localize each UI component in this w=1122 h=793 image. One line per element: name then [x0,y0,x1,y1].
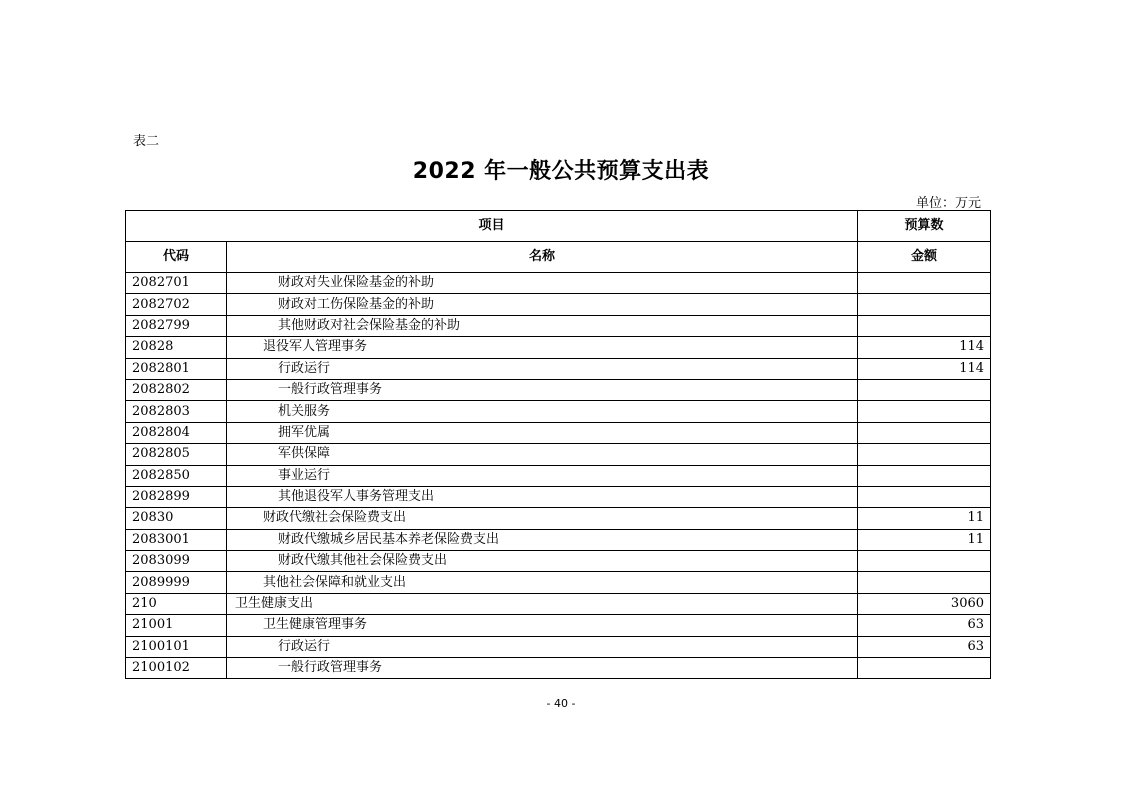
table-row [126,273,991,294]
row-amount [858,658,991,679]
table-row [126,593,991,614]
table-row [126,422,991,443]
table-body [126,273,991,679]
row-amount [858,273,991,294]
row-name: 机关服务 [227,401,858,422]
row-name: 财政对工伤保险基金的补助 [227,294,858,315]
row-code: 21001 [126,615,227,636]
row-amount [858,422,991,443]
row-code: 210 [126,593,227,614]
row-amount [858,551,991,572]
table-row [126,572,991,593]
row-amount: 11 [858,508,991,529]
table-row [126,486,991,507]
row-name: 其他财政对社会保险基金的补助 [227,315,858,336]
table-row [126,315,991,336]
row-name: 一般行政管理事务 [227,379,858,400]
row-amount [858,465,991,486]
row-amount: 114 [858,337,991,358]
row-name: 一般行政管理事务 [227,658,858,679]
row-name: 财政代缴社会保险费支出 [227,508,858,529]
row-code: 2082899 [126,486,227,507]
row-name: 卫生健康管理事务 [227,615,858,636]
header-code: 代码 [126,242,227,273]
row-code: 2082805 [126,444,227,465]
row-code: 2082802 [126,379,227,400]
budget-table [125,210,991,679]
row-code: 2100101 [126,636,227,657]
header-name: 名称 [227,242,858,273]
table-row [126,615,991,636]
row-name: 行政运行 [227,358,858,379]
row-code: 2082801 [126,358,227,379]
table-row [126,551,991,572]
row-name: 财政代缴城乡居民基本养老保险费支出 [227,529,858,550]
table-row [126,508,991,529]
row-amount: 11 [858,529,991,550]
row-amount: 63 [858,615,991,636]
row-amount: 114 [858,358,991,379]
row-amount [858,401,991,422]
table-row [126,465,991,486]
row-code: 2083099 [126,551,227,572]
row-name: 其他退役军人事务管理支出 [227,486,858,507]
row-amount: 3060 [858,593,991,614]
row-name: 退役军人管理事务 [227,337,858,358]
table-row [126,401,991,422]
row-code: 2100102 [126,658,227,679]
table-row [126,358,991,379]
row-name: 财政代缴其他社会保险费支出 [227,551,858,572]
table-row [126,337,991,358]
table-row [126,529,991,550]
row-amount [858,444,991,465]
row-name: 行政运行 [227,636,858,657]
header-row-1 [126,211,991,242]
row-amount [858,315,991,336]
row-code: 2082803 [126,401,227,422]
row-code: 2082804 [126,422,227,443]
row-name: 财政对失业保险基金的补助 [227,273,858,294]
row-code: 2082702 [126,294,227,315]
row-name: 事业运行 [227,465,858,486]
table-row [126,658,991,679]
row-amount [858,294,991,315]
row-code: 2082701 [126,273,227,294]
row-amount [858,572,991,593]
table-row [126,294,991,315]
table-row [126,444,991,465]
table-label: 表二 [133,134,160,149]
row-name: 卫生健康支出 [227,593,858,614]
header-row-2 [126,242,991,273]
page-number: - 40 - [546,697,576,710]
page-title: 2022 年一般公共预算支出表 [412,159,710,184]
row-amount: 63 [858,636,991,657]
row-amount [858,379,991,400]
table-row [126,636,991,657]
row-code: 2082850 [126,465,227,486]
header-project: 项目 [126,211,858,242]
row-code: 20828 [126,337,227,358]
row-amount [858,486,991,507]
row-code: 2089999 [126,572,227,593]
unit-label: 单位：万元 [915,196,981,211]
row-code: 20830 [126,508,227,529]
row-name: 军供保障 [227,444,858,465]
header-amount: 金额 [858,242,991,273]
row-name: 其他社会保障和就业支出 [227,572,858,593]
row-name: 拥军优属 [227,422,858,443]
table-row [126,379,991,400]
row-code: 2083001 [126,529,227,550]
row-code: 2082799 [126,315,227,336]
header-budget-count: 预算数 [858,211,991,242]
